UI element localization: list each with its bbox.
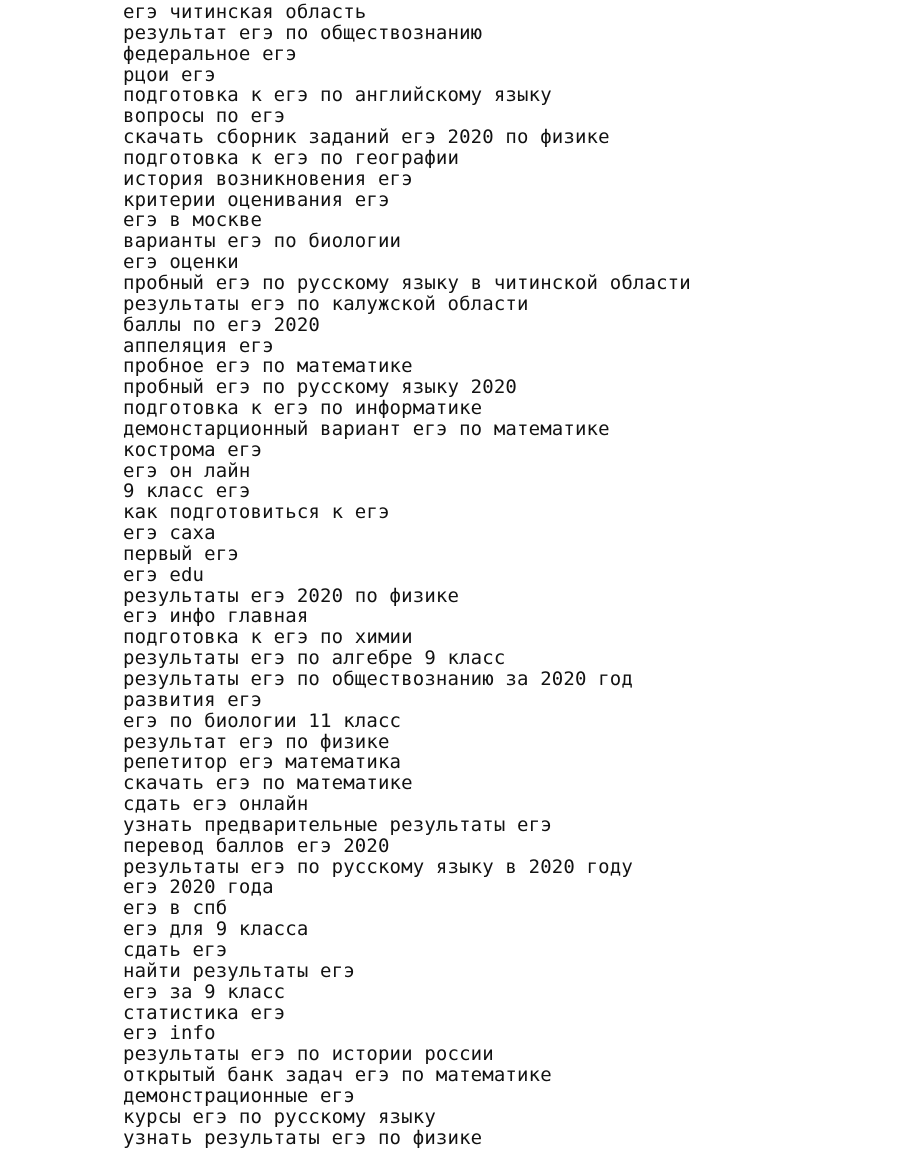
keyword-line: первый егэ	[123, 542, 239, 565]
keyword-line: егэ edu	[123, 563, 205, 586]
keyword-line: курсы егэ по русскому языку	[123, 1105, 436, 1128]
keyword-line: егэ для 9 класса	[123, 918, 309, 941]
keyword-line: демонстарционный вариант егэ по математике	[123, 417, 610, 440]
keyword-line: скачать егэ по математике	[123, 772, 413, 795]
keyword-line: баллы по егэ 2020	[123, 313, 321, 336]
keyword-line: подготовка к егэ по информатике	[123, 397, 483, 420]
keyword-line: егэ в москве	[123, 209, 263, 232]
keyword-line: 9 класс егэ	[123, 480, 251, 503]
keyword-line: пробный егэ по русскому языку 2020	[123, 376, 518, 399]
keyword-line: егэ инфо главная	[123, 605, 309, 628]
keyword-line: критерии оценивания егэ	[123, 188, 390, 211]
keyword-line: узнать результаты егэ по физике	[123, 1126, 483, 1149]
keyword-line: егэ саха	[123, 522, 216, 545]
keyword-line: подготовка к егэ по английскому языку	[123, 84, 552, 107]
keyword-line: егэ оценки	[123, 251, 239, 274]
keyword-line: аппеляция егэ	[123, 334, 274, 357]
keyword-line: егэ читинская область	[123, 1, 367, 23]
keyword-line: скачать сборник заданий егэ 2020 по физике	[123, 126, 610, 149]
keyword-line: подготовка к егэ по химии	[123, 626, 413, 649]
keyword-line: сдать егэ онлайн	[123, 793, 309, 816]
keyword-line: сдать егэ	[123, 938, 228, 961]
keyword-line: узнать предварительные результаты егэ	[123, 813, 552, 836]
keyword-line: варианты егэ по биологии	[123, 230, 402, 253]
keyword-line: история возникновения егэ	[123, 167, 413, 190]
keyword-line: федеральное егэ	[123, 42, 297, 65]
keyword-line: результат егэ по обществознанию	[123, 21, 483, 44]
keyword-line: пробное егэ по математике	[123, 355, 413, 378]
keyword-line: результаты егэ по русскому языку в 2020 году	[123, 855, 633, 878]
keyword-line: репетитор егэ математика	[123, 751, 402, 774]
keyword-line: результаты егэ по обществознанию за 2020 год	[123, 668, 633, 690]
keyword-line: как подготовиться к егэ	[123, 501, 390, 524]
keyword-line: найти результаты егэ	[123, 959, 355, 982]
keyword-line: статистика егэ	[123, 1001, 286, 1024]
keyword-line: рцои егэ	[123, 63, 216, 86]
keyword-line: результаты егэ по алгебре 9 класс	[123, 647, 506, 670]
keyword-line: вопросы по егэ	[123, 105, 286, 128]
keyword-line: кострома егэ	[123, 438, 263, 461]
keyword-line: развития егэ	[123, 688, 263, 711]
keyword-line: пробный егэ по русскому языку в читинской области	[123, 271, 691, 294]
keyword-line: результаты егэ 2020 по физике	[123, 584, 460, 607]
keyword-line: егэ он лайн	[123, 459, 251, 482]
keyword-line: егэ info	[123, 1022, 216, 1045]
keyword-line: подготовка к егэ по географии	[123, 146, 460, 169]
keyword-line: результат егэ по физике	[123, 730, 390, 753]
keyword-line: егэ в спб	[123, 897, 228, 920]
keyword-line: егэ за 9 класс	[123, 980, 286, 1003]
keyword-list	[123, 2, 691, 1148]
keyword-line: егэ 2020 года	[123, 876, 274, 899]
keyword-line: егэ по биологии 11 класс	[123, 709, 402, 732]
keyword-line: демонстрационные егэ	[123, 1084, 355, 1107]
keyword-line: перевод баллов егэ 2020	[123, 834, 390, 857]
keyword-line: результаты егэ по калужской области	[123, 292, 529, 315]
keyword-line: результаты егэ по истории россии	[123, 1043, 494, 1066]
keyword-line: открытый банк задач егэ по математике	[123, 1064, 552, 1087]
